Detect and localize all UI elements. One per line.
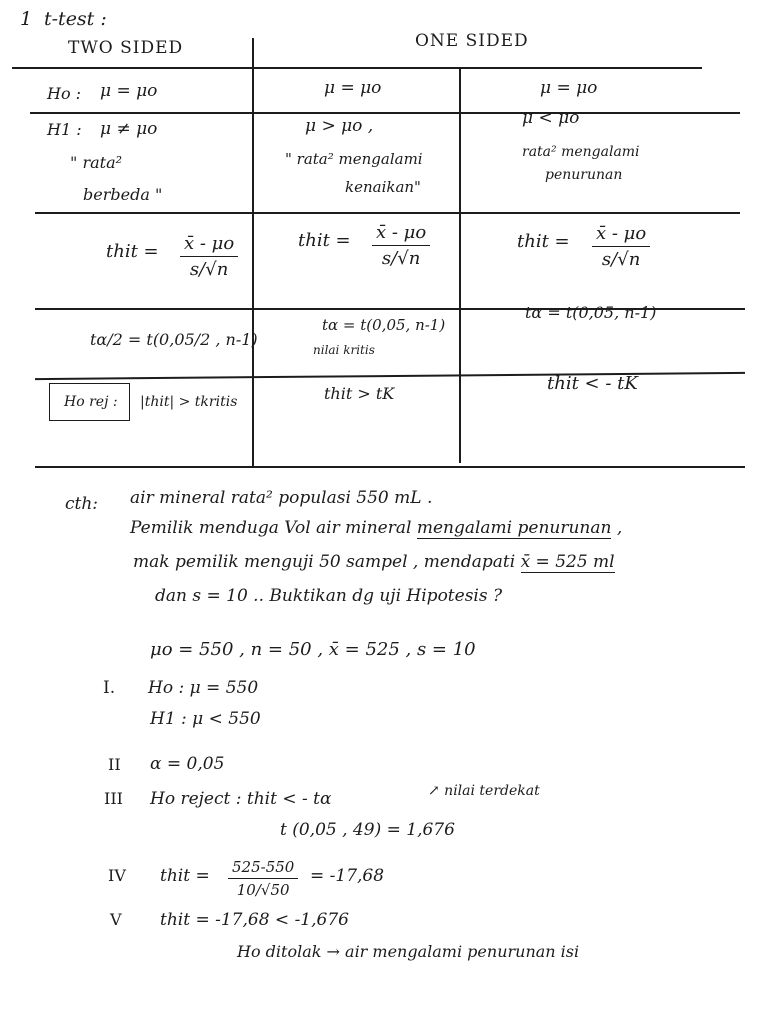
step-1-number: I.	[103, 678, 116, 698]
step-3-reject: Ho reject : thit < - tα	[150, 789, 332, 809]
step-3-note: ↗ nilai terdekat	[428, 783, 540, 799]
step-4-numerator: 525-550	[228, 860, 298, 879]
table-rule-top	[12, 67, 702, 69]
step-5-compare: thit = -17,68 < -1,676	[160, 910, 349, 930]
h1-right-sided: μ > μo ,	[305, 116, 374, 136]
h1-right-note-1: " rata² mengalami	[285, 150, 423, 168]
h1-label: H1 :	[47, 120, 82, 139]
h1-left-note-1: rata² mengalami	[522, 144, 640, 160]
step-3-number: III	[104, 789, 123, 808]
example-line-4: dan s = 10 .. Buktikan dg uji Hipotesis ?	[155, 586, 503, 606]
step-4-fraction	[228, 860, 298, 898]
section-title: t-test :	[44, 8, 107, 30]
thit-left-denominator: s/√n	[601, 249, 641, 270]
step-2-number: II	[108, 755, 121, 774]
step-4-number: IV	[108, 866, 126, 885]
tcrit-left-sided: tα = t(0,05, n-1)	[525, 303, 657, 322]
thit-left-lhs: thit =	[517, 231, 570, 252]
h1-two-note-1: " rata²	[70, 153, 123, 172]
tcrit-right-sided: tα = t(0,05, n-1)	[322, 316, 446, 334]
h1-left-note-2: penurunan	[545, 167, 623, 183]
h1-left-sided: μ < μo	[522, 108, 580, 128]
tcrit-right-note: nilai kritis	[313, 343, 375, 357]
example-line-3-underlined: x̄ = 525 ml	[520, 552, 615, 572]
thit-right-lhs: thit =	[298, 230, 351, 251]
step-1-h0: Ho : μ = 550	[148, 678, 259, 698]
tcrit-two-sided: tα/2 = t(0,05/2 , n-1)	[90, 330, 258, 349]
step-5-number: V	[110, 910, 122, 929]
thit-two-numerator: x̄ - μo	[180, 235, 238, 257]
example-line-2	[130, 520, 622, 537]
step-1-h1: H1 : μ < 550	[150, 709, 261, 729]
example-line-3-a: mak pemilik menguji 50 sampel , mendapati	[133, 552, 521, 572]
conclusion: Ho ditolak → air mengalami penurunan isi	[237, 942, 580, 961]
header-two-sided: TWO SIDED	[68, 38, 184, 58]
thit-two-denominator: s/√n	[189, 259, 229, 280]
reject-label: Ho rej :	[64, 394, 118, 410]
table-rule-h1	[35, 212, 740, 214]
example-line-3	[133, 554, 615, 571]
thit-two-lhs: thit =	[106, 241, 159, 262]
h1-two-note-2: berbeda "	[83, 185, 163, 204]
step-4-denominator: 10/√50	[236, 881, 290, 899]
h0-right-sided: μ = μo	[324, 78, 382, 98]
h0-left-sided: μ = μo	[540, 78, 598, 98]
table-rule-h0	[30, 112, 740, 114]
h1-right-note-2: kenaikan"	[345, 178, 421, 196]
h0-label: Ho :	[47, 84, 82, 103]
reject-left-sided: thit < - tK	[547, 373, 638, 394]
table-rule-tcrit	[35, 372, 745, 380]
example-line-2-c: ,	[611, 518, 623, 538]
step-3-tvalue: t (0,05 , 49) = 1,676	[280, 820, 455, 840]
step-4-rhs: = -17,68	[310, 866, 385, 886]
example-line-2-underlined: mengalami penurunan	[416, 518, 612, 538]
h1-two-sided: μ ≠ μo	[100, 119, 158, 139]
table-col-divider-1	[252, 38, 254, 466]
example-line-2-a: Pemilik menduga Vol air mineral	[130, 518, 417, 538]
thit-left-fraction	[592, 225, 650, 269]
table-rule-bottom	[35, 466, 745, 468]
example-prefix: cth:	[65, 494, 99, 514]
example-line-1: air mineral rata² populasi 550 mL .	[130, 488, 433, 508]
givens: μo = 550 , n = 50 , x̄ = 525 , s = 10	[150, 639, 476, 660]
step-2-alpha: α = 0,05	[150, 754, 225, 774]
thit-right-fraction	[372, 224, 430, 268]
reject-two-sided: |thit| > tkritis	[140, 394, 238, 410]
h0-two-sided: μ = μo	[100, 81, 158, 101]
table-col-divider-2	[459, 68, 461, 463]
step-4-lhs: thit =	[160, 866, 210, 886]
section-number: 1	[20, 8, 33, 30]
thit-right-numerator: x̄ - μo	[372, 224, 430, 246]
thit-two-fraction	[180, 235, 238, 279]
thit-left-numerator: x̄ - μo	[592, 225, 650, 247]
reject-right-sided: thit > tK	[324, 384, 395, 403]
thit-right-denominator: s/√n	[381, 248, 421, 269]
header-one-sided: ONE SIDED	[415, 31, 529, 51]
